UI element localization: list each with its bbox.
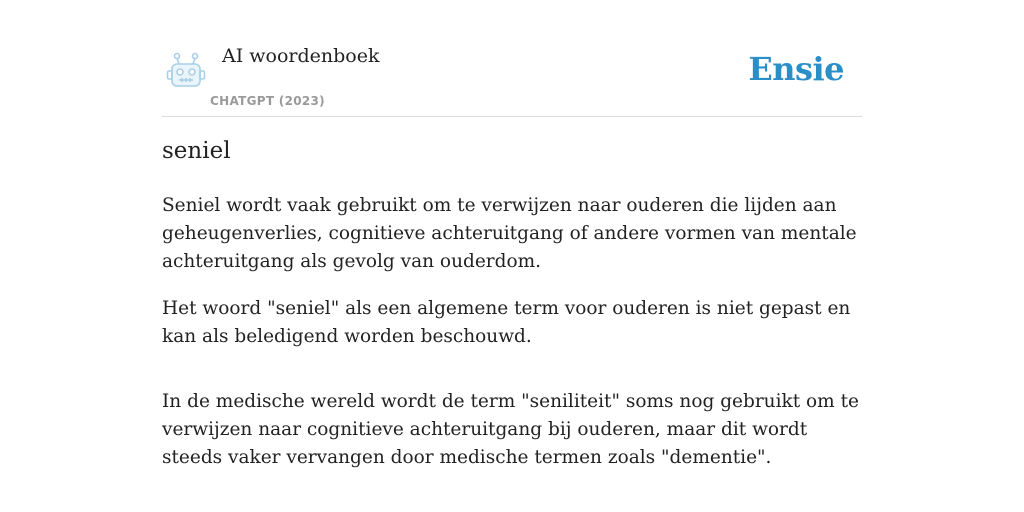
brand-logo[interactable]: Ensie [748,50,844,88]
entry-term: seniel [162,138,231,164]
definition-paragraph: Seniel wordt vaak gebruikt om te verwijzen naar ouderen die lijden aan geheugenverlies, cognitieve achteruitgang of andere vormen van mentale achteruitgang als gevolg van ouderdom. [162,195,857,272]
robot-icon [166,52,206,90]
source-header [162,40,862,117]
source-meta: CHATGPT (2023) [210,94,325,108]
entry-definition [162,192,862,491]
definition-paragraph: In de medische wereld wordt de term "seniliteit" soms nog gebruikt om te verwijzen naar cognitieve achteruitgang bij ouderen, maar dit wordt steeds vaker vervangen door medische termen zoals "dementie". [162,391,859,468]
source-name[interactable]: AI woordenboek [222,45,380,67]
definition-paragraph: Het woord "seniel" als een algemene term voor ouderen is niet gepast en kan als beledigend worden beschouwd. [162,298,851,347]
